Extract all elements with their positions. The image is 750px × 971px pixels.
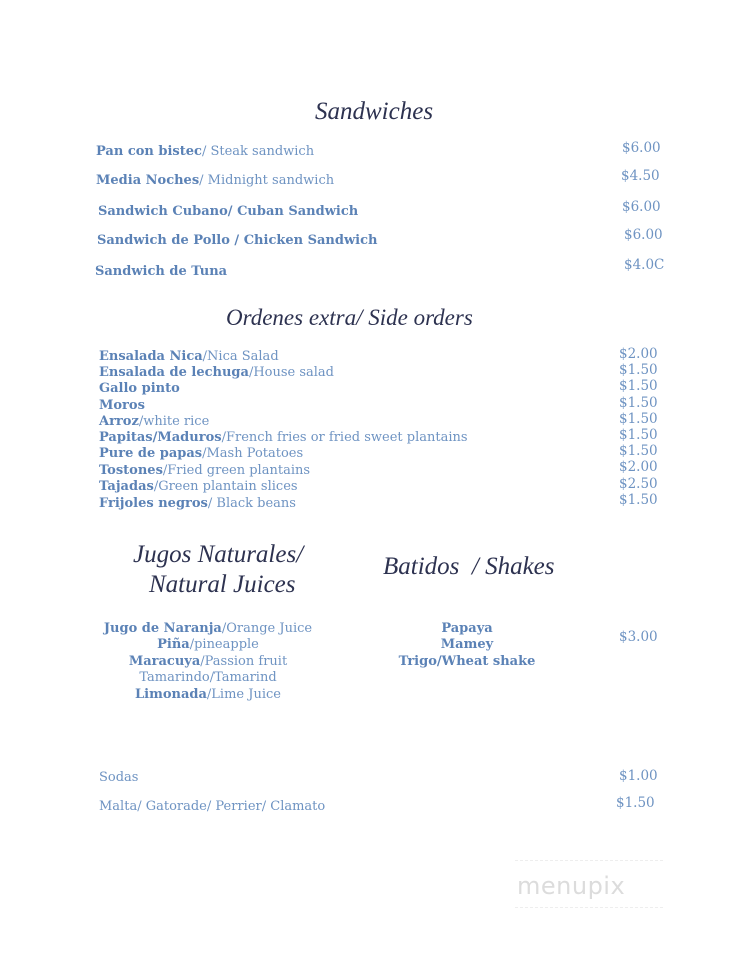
item-desc: /French fries or fried sweet plantains: [221, 430, 468, 445]
menu-item: [96, 144, 314, 159]
item-price: $4.50: [621, 168, 660, 184]
item-name: Pure de papas: [99, 446, 203, 461]
item-name: Ensalada de lechuga: [99, 365, 249, 380]
menu-item: [95, 264, 227, 279]
item-desc: /Orange Juice: [221, 621, 313, 636]
item-price: $1.50: [619, 492, 658, 508]
item-price: $1.50: [619, 395, 658, 411]
watermark-divider: [515, 907, 663, 908]
list-item: [387, 637, 547, 653]
item-price: $1.00: [619, 768, 658, 784]
menu-item: [99, 349, 279, 364]
item-price: $1.50: [619, 378, 658, 394]
item-name: Limonada: [135, 686, 207, 702]
item-price: $2.00: [619, 346, 658, 362]
item-name: Gallo pinto: [99, 381, 180, 396]
item-name: Moros: [99, 398, 145, 413]
item-desc: /Nica Salad: [202, 349, 279, 364]
item-price: $2.50: [619, 476, 658, 492]
item-name: Sandwich Cubano/ Cuban Sandwich: [98, 204, 359, 219]
juices-heading: Jugos Naturales/: [133, 541, 304, 568]
menu-item: [99, 496, 296, 511]
item-desc: / Midnight sandwich: [199, 173, 335, 188]
menu-item: [99, 479, 298, 494]
item-desc: Tamarindo/Tamarind: [139, 670, 277, 686]
item-price: $6.00: [624, 227, 663, 243]
item-desc: /pineapple: [189, 637, 259, 653]
list-item: [387, 654, 547, 670]
item-name: Papitas/Maduros: [99, 430, 222, 445]
item-price: $6.00: [622, 140, 661, 156]
list-item: [90, 637, 326, 653]
menu-item: [99, 365, 334, 380]
item-name: Tajadas: [99, 479, 154, 494]
item-desc: /Fried green plantains: [162, 463, 311, 478]
menu-item: Sodas: [99, 770, 139, 785]
item-name: Trigo/Wheat shake: [398, 653, 536, 669]
item-price: $4.0C: [624, 257, 665, 273]
menu-item: Malta/ Gatorade/ Perrier/ Clamato: [99, 799, 326, 814]
item-name: Ensalada Nica: [99, 349, 203, 364]
juices-heading-line2: Natural Juices: [149, 571, 296, 598]
item-name: Piña: [157, 637, 190, 653]
item-name: Jugo de Naranja: [103, 621, 222, 636]
item-desc: /House salad: [248, 365, 335, 380]
item-desc: / Steak sandwich: [201, 144, 315, 159]
item-price: $2.00: [619, 459, 658, 475]
item-price: $1.50: [619, 362, 658, 378]
list-item: [90, 670, 326, 686]
item-name: Media Noches: [96, 173, 200, 188]
item-price: $1.50: [619, 427, 658, 443]
item-desc: /Passion fruit: [200, 653, 288, 669]
item-desc: /Green plantain slices: [153, 479, 298, 494]
shakes-price: $3.00: [619, 629, 658, 645]
item-name: Arroz: [99, 414, 139, 429]
menu-item: [97, 233, 377, 248]
menu-item: [99, 398, 145, 413]
item-name: Papaya: [441, 621, 493, 636]
item-name: Sandwich de Pollo / Chicken Sandwich: [97, 233, 378, 248]
item-name: Mamey: [440, 637, 494, 653]
item-name: Tostones: [99, 463, 163, 478]
item-price: $1.50: [619, 443, 658, 459]
side-orders-heading: Ordenes extra/ Side orders: [226, 305, 473, 330]
item-desc: / Black beans: [207, 496, 296, 511]
item-price: $6.00: [622, 199, 661, 215]
sandwiches-heading: Sandwiches: [315, 98, 434, 125]
item-name: Pan con bistec: [96, 144, 202, 159]
list-item: [90, 687, 326, 703]
item-desc: /white rice: [138, 414, 210, 429]
menu-item: [96, 173, 334, 188]
item-price: $1.50: [616, 795, 655, 811]
menu-item: [98, 204, 358, 219]
shakes-heading: Batidos / Shakes: [383, 553, 555, 580]
item-name: Maracuya: [128, 653, 201, 669]
list-item: [90, 654, 326, 670]
juice-list: [90, 621, 326, 703]
item-name: Frijoles negros: [99, 496, 208, 511]
menu-item: [99, 446, 303, 461]
watermark: menupix: [517, 872, 626, 900]
shake-list: [387, 621, 547, 670]
list-item: [90, 621, 326, 637]
item-desc: /Mash Potatoes: [202, 446, 304, 461]
item-price: $1.50: [619, 411, 658, 427]
item-name: Sandwich de Tuna: [95, 264, 228, 279]
menu-item: [99, 414, 209, 429]
watermark-divider: [515, 860, 663, 861]
item-desc: /Lime Juice: [206, 686, 281, 702]
menu-item: [99, 430, 468, 445]
menu-item: [99, 463, 310, 478]
list-item: [387, 621, 547, 637]
menu-item: [99, 381, 180, 396]
